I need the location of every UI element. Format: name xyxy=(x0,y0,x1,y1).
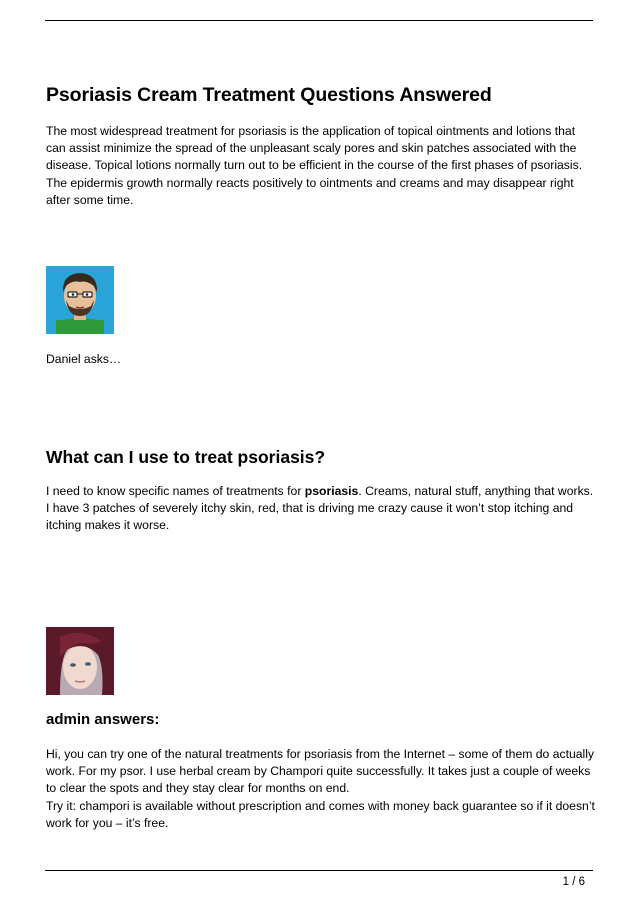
top-rule xyxy=(45,20,593,21)
question-body-start: I need to know specific names of treatments for xyxy=(46,484,305,498)
question-body-keyword: psoriasis xyxy=(304,484,359,498)
page-number: 1 / 6 xyxy=(562,876,585,888)
page-title: Psoriasis Cream Treatment Questions Answered xyxy=(46,84,492,106)
answer-paragraph-1: Hi, you can try one of the natural treatments for psoriasis from the Internet – some of them do actually work. For my psor. I use herbal cream by Champori quite successfully. It takes just a couple of weeks to clear the spots and they stay clear for months on end. xyxy=(46,747,595,796)
woman-photo-avatar-icon xyxy=(46,627,114,695)
answer-body xyxy=(46,746,596,832)
answer-heading: admin answers: xyxy=(46,711,160,728)
asker-label: Daniel asks… xyxy=(46,352,122,366)
question-body-end: . Creams, natural stuff, anything that works. I have 3 patches of severely itchy skin, red, that is driving me crazy cause it won’t stop itching and itching makes it worse. xyxy=(46,484,594,533)
cartoon-man-avatar-icon xyxy=(46,266,114,334)
question-title: What can I use to treat psoriasis? xyxy=(46,447,326,467)
answer-paragraph-2: Try it: champori is available without prescription and comes with money back guarantee so if it doesn’t work for you – it’s free. xyxy=(46,798,595,830)
question-body xyxy=(46,483,596,535)
footer-rule xyxy=(45,870,593,871)
intro-paragraph: The most widespread treatment for psoriasis is the application of topical ointments and lotions that can assist minimize the spread of the unpleasant scaly pores and skin patches associated with the disease. Topical lotions normally turn out to be efficient in the course of the first phases of psoriasis. The epidermis growth normally reacts positively to ointments and creams and may disappear right after some time. xyxy=(46,124,583,207)
